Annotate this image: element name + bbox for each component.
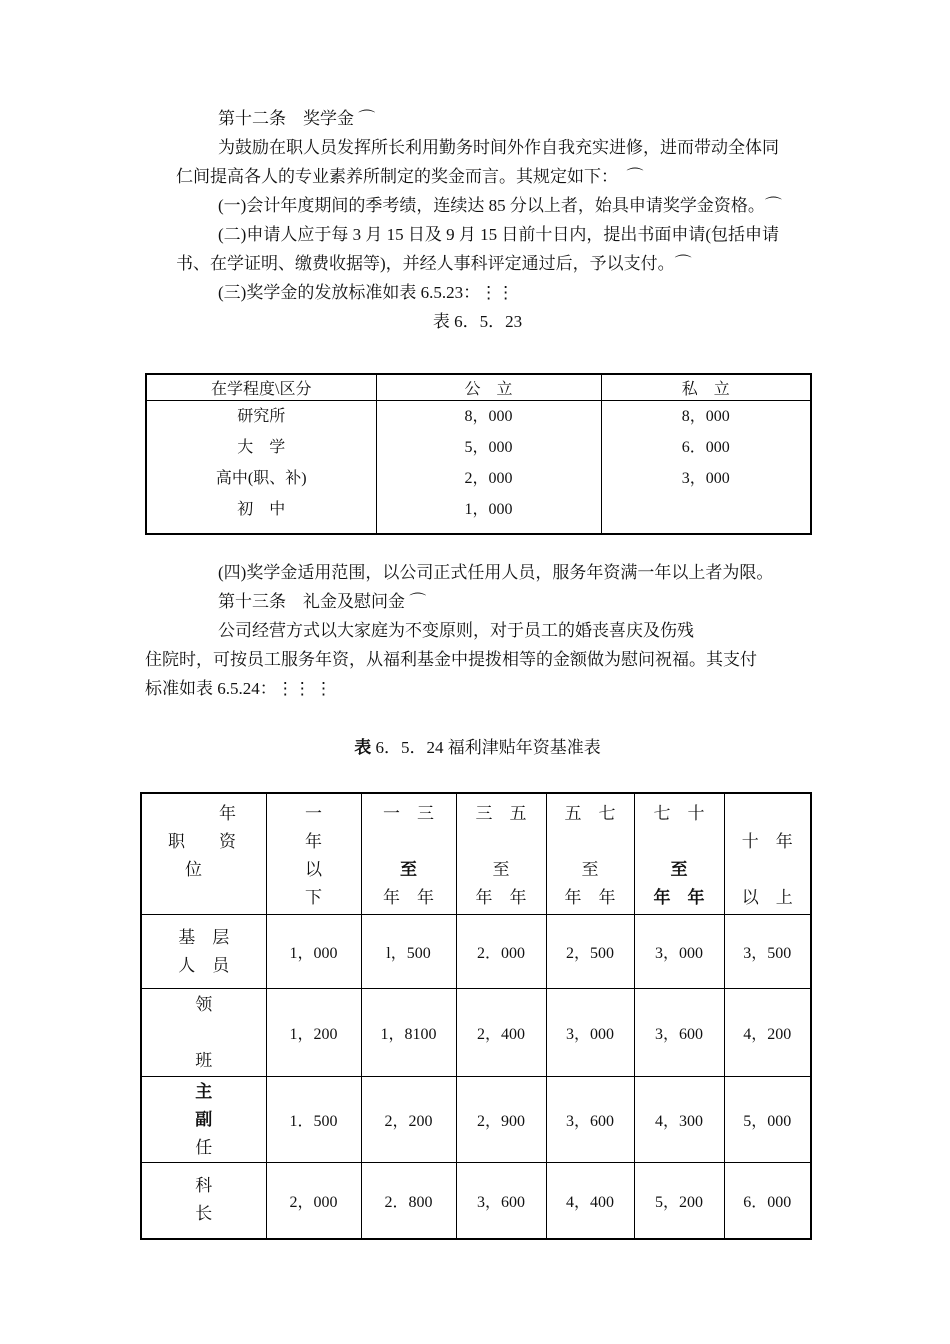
position-cell (141, 989, 266, 1077)
position-line: 长 (195, 1204, 213, 1224)
header-line (725, 800, 811, 828)
table-row-juniorhigh (146, 494, 811, 534)
article-12-item-2-line-2: 书、在学证明、缴费收据等)，并经人事科评定通过后，予以支付。⌒ (176, 254, 692, 273)
amount-cell: 3，500 (724, 915, 811, 989)
table2-caption-text: 6．5．24 福利津贴年资基准表 (371, 737, 601, 757)
header-over-10-years (724, 793, 811, 915)
level-cell: 研究所 (146, 400, 376, 432)
scholarship-table-header-row (146, 374, 811, 400)
header-line: 三 五 (475, 803, 527, 823)
level-cell: 高中(职、补) (146, 463, 376, 494)
private-amount: 6．000 (601, 432, 811, 463)
amount-cell: 4，200 (724, 989, 811, 1077)
table2-caption-prefix: 表 (354, 737, 372, 757)
header-line: 年 年 (383, 887, 434, 907)
amount-cell: 1，200 (266, 989, 361, 1077)
amount-cell: l，500 (361, 915, 456, 989)
amount-cell: 4，300 (634, 1077, 724, 1163)
article-13-body-line-2: 住院时，可按员工服务年资，从福利基金中提拨相等的金额做为慰问祝福。其支付 (145, 649, 757, 669)
amount-cell: 6．000 (724, 1163, 811, 1239)
row-chief-deputy (141, 1077, 811, 1163)
article-12-intro-line-1: 为鼓励在职人员发挥所长利用勤务时间外作自我充实进修，进而带动全体同 (218, 138, 779, 157)
header-education-level: 在学程度\区分 (146, 374, 376, 400)
header-line: 年 (305, 831, 322, 851)
corner-line-position: 位 (168, 859, 202, 879)
position-line: 主 (195, 1081, 213, 1101)
header-7-to-10-years (634, 793, 724, 915)
article-13-body-line-1: 公司经营方式以大家庭为不变原则，对于员工的婚丧喜庆及伤残 (218, 620, 694, 640)
header-1-to-3-years (361, 793, 456, 915)
public-amount: 2，000 (376, 463, 601, 494)
header-line (362, 828, 456, 856)
amount-cell: 4，400 (546, 1163, 634, 1239)
corner-line-years: 年 (168, 803, 236, 823)
header-line: 十 年 (741, 831, 793, 851)
article-12-item-2-line-1: (二)申请人应于每 3 月 15 日及 9 月 15 日前十日内，提出书面申请(包括申请 (218, 225, 779, 244)
welfare-allowance-table (140, 792, 812, 1240)
table-row-highschool (146, 463, 811, 494)
position-line: 基 层 (178, 927, 230, 947)
article-13-body-line-3: 标准如表 6.5.24：⋮⋮ ⋮ (145, 678, 332, 698)
header-under-1-year (266, 793, 361, 915)
amount-cell: 3，600 (456, 1163, 546, 1239)
article-13-heading: 第十三条 礼金及慰问金 ⌒ (218, 591, 427, 611)
article-12-item-4: (四)奖学金适用范围，以公司正式任用人员，服务年资满一年以上者为限。 (218, 562, 774, 582)
header-line: 年 年 (653, 887, 705, 907)
level-cell: 大 学 (146, 432, 376, 463)
private-amount: 8，000 (601, 400, 811, 432)
amount-cell: 2，400 (456, 989, 546, 1077)
amount-cell: 2．800 (361, 1163, 456, 1239)
header-line: 至 (400, 859, 417, 879)
amount-cell: 2．000 (456, 915, 546, 989)
position-line (142, 1019, 266, 1047)
scholarship-table (145, 373, 812, 535)
header-line: 年 年 (564, 887, 616, 907)
amount-cell: 3，600 (546, 1077, 634, 1163)
table-row-graduate (146, 400, 811, 432)
corner-years-position-cell (141, 793, 266, 915)
article-12-intro-line-2: 仁间提高各人的专业素养所制定的奖金而言。其规定如下： ⌒ (176, 167, 644, 186)
article-12-heading: 第十二条 奖学金 ⌒ (218, 109, 376, 128)
private-amount (601, 494, 811, 534)
table1-caption: 表 6．5．23 (432, 312, 523, 331)
public-amount: 5，000 (376, 432, 601, 463)
header-line: 以 上 (741, 887, 793, 907)
amount-cell: 2，200 (361, 1077, 456, 1163)
position-line: 科 (195, 1176, 213, 1196)
header-line (725, 856, 811, 884)
article-12-section (145, 104, 810, 307)
amount-cell: 3，000 (634, 915, 724, 989)
header-line: 一 (305, 803, 322, 823)
position-line: 副 (195, 1109, 213, 1129)
header-line: 一 三 (383, 803, 434, 823)
amount-cell: 3，000 (546, 989, 634, 1077)
amount-cell: 5，200 (634, 1163, 724, 1239)
row-section-chief (141, 1163, 811, 1239)
header-line: 七 十 (653, 803, 705, 823)
header-line: 以 (305, 859, 322, 879)
article-13-section (145, 558, 810, 703)
header-line (635, 828, 724, 856)
article-12-item-3: (三)奖学金的发放标准如表 6.5.23：⋮⋮ (218, 283, 515, 302)
header-line: 至 (581, 859, 599, 879)
table2-caption (145, 733, 810, 762)
header-private: 私 立 (601, 374, 811, 400)
amount-cell: 1．500 (266, 1077, 361, 1163)
header-line (547, 828, 634, 856)
row-base-staff (141, 915, 811, 989)
welfare-table-header-row (141, 793, 811, 915)
position-line: 领 (195, 994, 213, 1014)
header-public: 公 立 (376, 374, 601, 400)
public-amount: 8，000 (376, 400, 601, 432)
header-line: 五 七 (564, 803, 616, 823)
header-line: 下 (305, 887, 322, 907)
article-12-item-1: (一)会计年度期间的季考绩，连续达 85 分以上者，始具申请奖学金资格。⌒ (218, 196, 782, 215)
table-row-university (146, 432, 811, 463)
amount-cell: 2，000 (266, 1163, 361, 1239)
corner-line-position-seniority: 职 资 (168, 831, 236, 851)
position-line: 人 员 (178, 955, 230, 975)
header-line: 年 年 (475, 887, 527, 907)
amount-cell: 3，600 (634, 989, 724, 1077)
position-cell (141, 915, 266, 989)
position-cell (141, 1163, 266, 1239)
position-cell (141, 1077, 266, 1163)
position-line: 班 (195, 1050, 213, 1070)
amount-cell: 5，000 (724, 1077, 811, 1163)
public-amount: 1，000 (376, 494, 601, 534)
header-5-to-7-years (546, 793, 634, 915)
amount-cell: 2，500 (546, 915, 634, 989)
level-cell: 初 中 (146, 494, 376, 534)
header-line: 至 (670, 859, 688, 879)
amount-cell: 1，000 (266, 915, 361, 989)
header-3-to-5-years (456, 793, 546, 915)
amount-cell: 1，8100 (361, 989, 456, 1077)
row-foreman (141, 989, 811, 1077)
header-line (457, 828, 546, 856)
header-line: 至 (492, 859, 510, 879)
amount-cell: 2，900 (456, 1077, 546, 1163)
position-line: 任 (195, 1137, 213, 1157)
private-amount: 3，000 (601, 463, 811, 494)
